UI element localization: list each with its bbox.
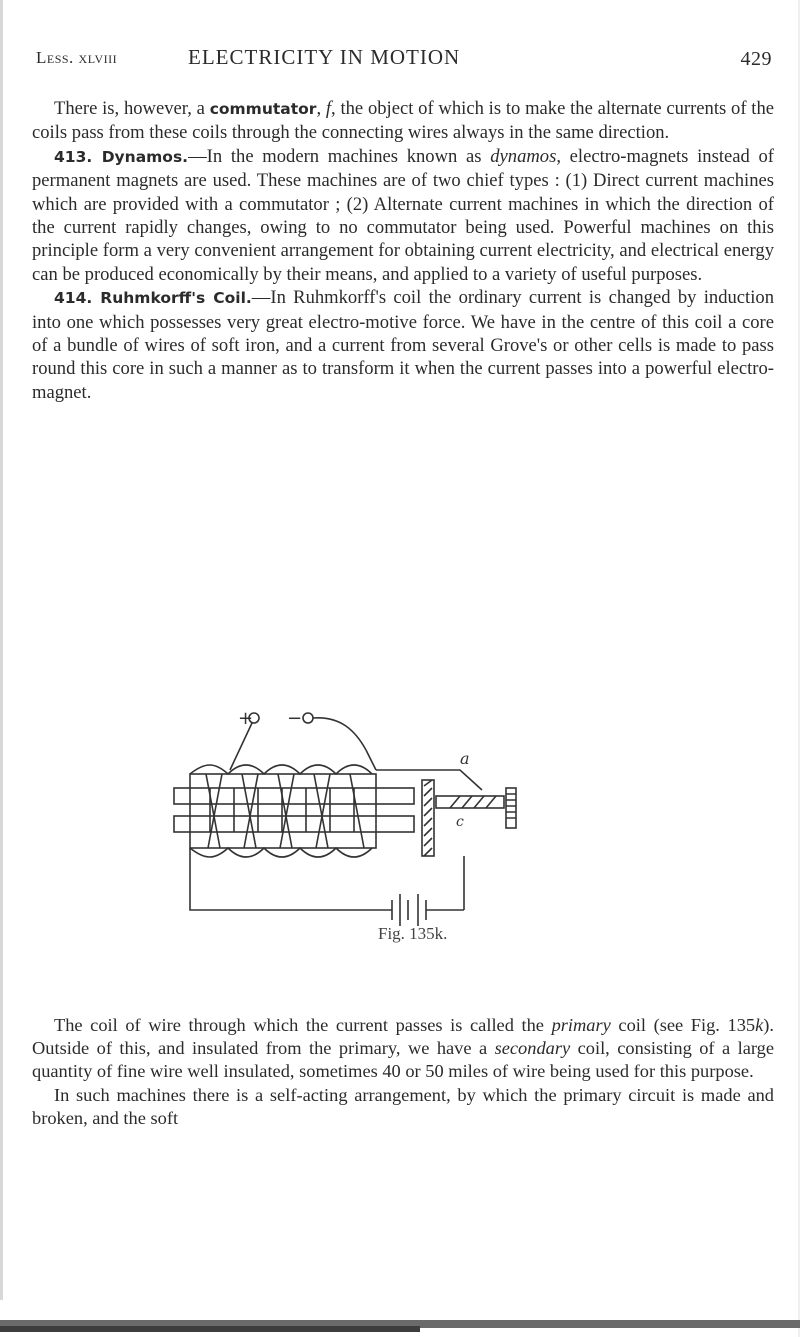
figure-ruhmkorff-coil [130,700,690,930]
figure-caption: Fig. 135k. [378,924,448,943]
page-binding-edge [0,0,3,1300]
label-a: a [460,749,470,768]
section-414-heading: 414. Ruhmkorff's Coil. [54,289,252,308]
minus-terminal-label: − [287,708,303,729]
minus-terminal [303,713,313,723]
header-lesson: Less. xlviii [36,48,118,67]
paragraph-self-acting: In such machines there is a self-acting arrangement, by which the primary circuit is made and broken, and the soft [32,1084,774,1128]
section-413-heading: 413. Dynamos. [54,147,189,166]
term-commutator: commutator [209,100,317,118]
running-header [36,45,772,78]
body-text-bottom [32,1014,774,1130]
header-title: ELECTRICITY IN MOTION [188,45,461,69]
section-414: 414. Ruhmkorff's Coil.—In Ruhmkorff's coil the ordinary current is changed by induction into one which possesses very great electro-motive force. We have in the centre of this coil a core of a bundle of wires of soft iron, and a current from several Grove's or other cells is made to pass round this core in such a manner as to transform it when the current passes into a powerful electro-magnet. [32,287,774,403]
plus-terminal-label: + [238,708,254,729]
paragraph-commutator: There is, however, a commutator, f, the object of which is to make the alternate currents of the coils pass from these coils through the connecting wires always in the same direction. [32,98,775,144]
paragraph-primary-secondary: The coil of wire through which the current passes is called the primary coil (see Fig. 135k). Outside of this, and insulated from the primary, we have a secondary coil, consisting of a large quantity of fine wire well insulated, sometimes 40 or 50 miles of wire being used for this purpose. [32,1015,774,1082]
section-413: 413. Dynamos.—In the modern machines known as dynamos, electro-magnets instead of permanent magnets are used. These machines are of two chief types : (1) Direct current machines which are provided with a commutator ; (2) Alternate current machines in which the direction of the current rapidly changes, owing to no commutator being used. Powerful machines on this principle form a very convenient arrangement for obtaining current electricity, and electrical energy can be produced economically by their means, and applied to a variety of useful purposes. [32,145,774,285]
label-c: c [456,814,464,830]
scan-edge-shadow [0,1326,420,1332]
page-number: 429 [740,48,772,70]
body-text-top [32,97,774,404]
